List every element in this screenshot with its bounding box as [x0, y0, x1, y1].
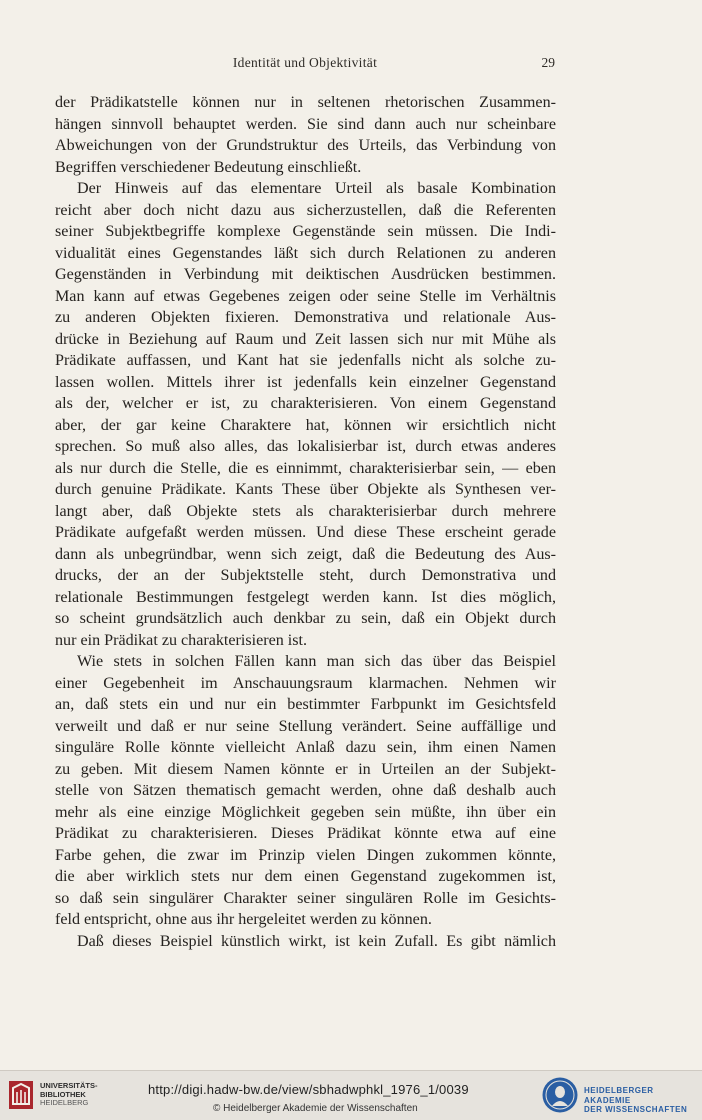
text-line: zu geben. Mit diesem Namen könnte er in Urteilen an der Subjekt- — [55, 760, 556, 778]
text-line: als der, welcher er ist, zu charakterisieren. Von einem Gegenstand — [55, 395, 556, 412]
text-line: mehr als eine einzige Möglichkeit gegeben sein müßte, ihn über ein — [55, 803, 556, 821]
paragraph — [55, 92, 556, 178]
library-name-line-3: HEIDELBERG — [40, 1098, 89, 1107]
text-line: zu anderen Objekten fixieren. Demonstrativa und relationale Aus- — [55, 309, 556, 326]
text-line: der Prädikatstelle können nur in seltenen rhetorischen Zusammen- — [55, 94, 556, 111]
text-line: Gegenständen in Verbindung mit deiktischen Ausdrücken bestimmen. — [55, 266, 556, 283]
body-text — [55, 92, 556, 952]
academy-name — [584, 1086, 702, 1115]
text-line: so scheint grundsätzlich auch denkbar zu sein, daß ein Objekt durch — [55, 610, 556, 627]
text-line: langt aber, daß Objekte stets als charakterisierbar durch mehrere — [55, 502, 556, 520]
text-line: Wie stets in solchen Fällen kann man sich das über das Beispiel — [77, 653, 556, 670]
text-line: Man kann auf etwas Gegebenes zeigen oder seine Stelle im Verhältnis — [55, 287, 556, 305]
text-line: einer Gegebenheit im Anschauungsraum klarmachen. Nehmen wir — [55, 674, 556, 692]
text-line: relationale Bestimmungen festgelegt werden kann. Ist dies möglich, — [55, 588, 556, 606]
text-line: lassen wollen. Mittels ihrer ist jedenfalls kein einzelner Gegenstand — [55, 373, 556, 391]
text-line: singuläre Rolle könnte vielleicht Anlaß dazu sein, ihm einen Namen — [55, 739, 556, 756]
text-line: dann als unbegründbar, wenn sich zeigt, daß die Bedeutung des Aus- — [55, 545, 556, 563]
paragraph — [55, 651, 556, 931]
academy-name-line-2: DER WISSENSCHAFTEN — [584, 1105, 688, 1114]
text-line: nur ein Prädikat zu charakterisieren ist. — [55, 631, 308, 649]
text-line: Begriffen verschiedener Bedeutung einschließt. — [55, 158, 362, 176]
text-line: vidualität eines Gegenstandes läßt sich durch Relationen zu anderen — [55, 244, 556, 262]
text-line: verweilt und daß er nur seine Stellung verändert. Seine auffällige und — [55, 717, 556, 735]
text-line: Prädikate aufgefaßt werden müssen. Und diese These erscheint gerade — [55, 524, 556, 541]
text-line: sprechen. So muß also alles, das lokalisierbar ist, durch etwas anderes — [55, 438, 556, 455]
text-line: Prädikat zu charakterisieren. Dieses Prädikat könnte etwa auf eine — [55, 825, 556, 842]
text-line: die aber wirklich stets nur dem einen Gegenstand zugekommen ist, — [55, 868, 556, 885]
text-line: drucks, der an der Subjektstelle steht, durch Demonstrativa und — [55, 567, 556, 584]
text-line: Der Hinweis auf das elementare Urteil als basale Kombination — [77, 180, 556, 197]
text-line: an, daß stets ein und nur ein bestimmter Farbpunkt im Gesichtsfeld — [55, 696, 556, 713]
text-line: durch genuine Prädikate. Kants These über Objekte als Synthesen ver- — [55, 481, 556, 498]
copyright-notice: © Heidelberger Akademie der Wissenschaften — [213, 1103, 418, 1114]
text-line: so daß sein singulärer Charakter seiner singulären Rolle im Gesichts- — [55, 889, 556, 907]
text-line: Daß dieses Beispiel künstlich wirkt, ist kein Zufall. Es gibt nämlich — [77, 932, 556, 950]
text-line: seiner Subjektbegriffe komplexe Gegenstände sein müssen. Die Indi- — [55, 223, 556, 240]
university-library-name — [40, 1082, 98, 1108]
university-library-logo-icon — [8, 1080, 34, 1110]
text-line: hängen sinnvoll behauptet werden. Sie sind dann auch nur scheinbare — [55, 115, 556, 133]
paragraph — [55, 178, 556, 651]
permalink-url[interactable]: http://digi.hadw-bw.de/view/sbhadwphkl_1976_1/0039 — [148, 1082, 469, 1097]
text-line: als nur durch die Stelle, die es einnimmt, charakterisierbar sein, — eben — [55, 459, 556, 477]
academy-name-line-1: HEIDELBERGER AKADEMIE — [584, 1086, 654, 1105]
library-name-line-1: UNIVERSITÄTS- — [40, 1081, 98, 1090]
text-line: drücke in Beziehung auf Raum und Zeit lassen sich nur mit Mühe als — [55, 330, 556, 348]
footer-bar — [0, 1070, 702, 1120]
text-line: Prädikate auffassen, und Kant hat sie jedenfalls nicht als solche zu- — [55, 352, 556, 369]
library-name-line-2: BIBLIOTHEK — [40, 1089, 86, 1099]
text-line: feld entspricht, ohne aus ihr hergeleitet werden zu können. — [55, 911, 432, 928]
academy-seal-icon — [541, 1076, 579, 1114]
text-line: stelle von Sätzen thematisch gemacht werden, ohne daß deshalb auch — [55, 782, 556, 799]
paragraph — [55, 931, 556, 953]
text-line: reicht aber doch nicht dazu aus sicherzustellen, daß die Referenten — [55, 201, 556, 219]
running-title: Identität und Objektivität — [232, 55, 378, 70]
text-line: Farbe gehen, die zwar im Prinzip vielen Dingen zukommen könnte, — [55, 846, 556, 864]
text-line: Abweichungen von der Grundstruktur des Urteils, das Verbindung von — [55, 137, 556, 154]
page-number: 29 — [541, 55, 555, 70]
text-line: aber, der gar keine Charaktere hat, können wir ersichtlich nicht — [55, 416, 556, 434]
